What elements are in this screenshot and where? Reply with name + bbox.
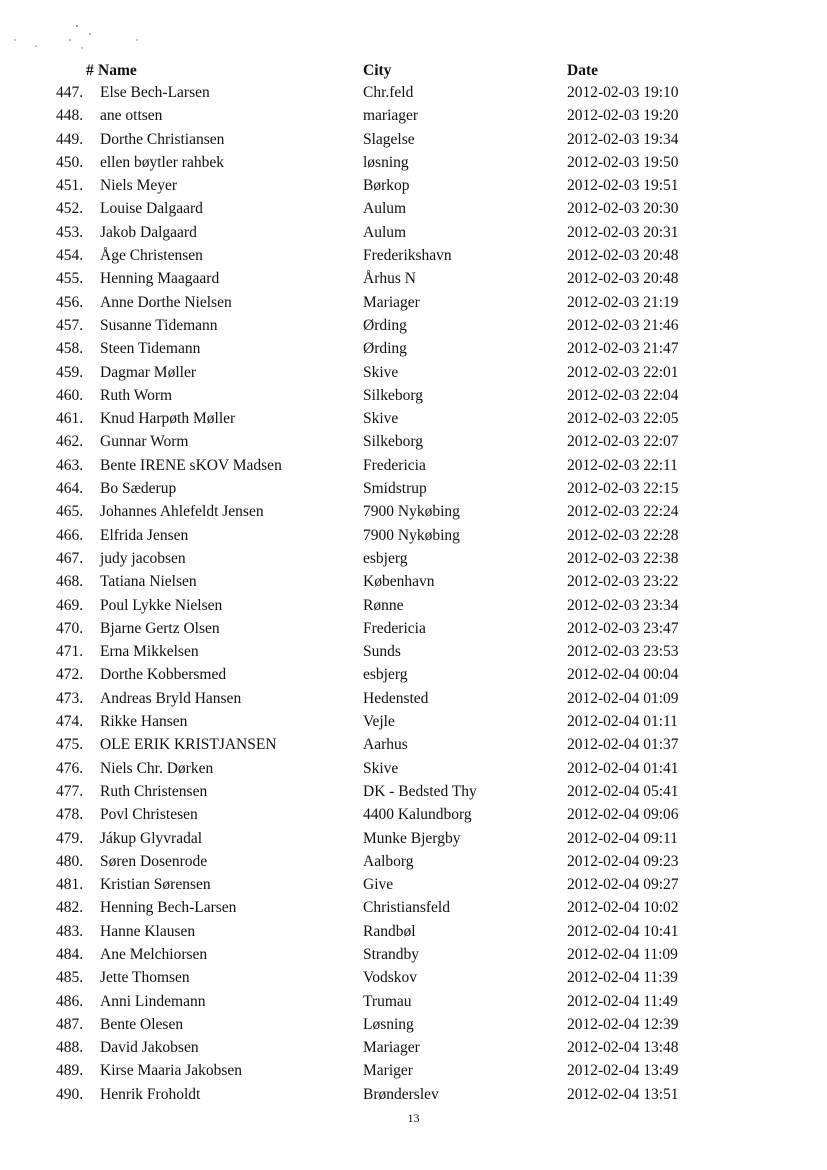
table-row: [0, 154, 827, 177]
row-number: 467.: [56, 549, 84, 567]
row-number: 469.: [56, 596, 84, 614]
row-city: løsning: [363, 153, 409, 171]
row-name: ellen bøytler rahbek: [100, 153, 224, 171]
row-date: 2012-02-03 23:34: [567, 596, 679, 614]
table-row: [0, 387, 827, 410]
table-row: [0, 713, 827, 736]
row-date: 2012-02-03 22:24: [567, 503, 679, 521]
row-name: Henrik Froholdt: [100, 1085, 201, 1103]
row-date: 2012-02-04 01:11: [567, 713, 678, 731]
row-name: Ruth Christensen: [100, 782, 208, 800]
table-row: [0, 946, 827, 969]
row-name: judy jacobsen: [100, 549, 186, 567]
row-date: 2012-02-03 19:20: [567, 107, 679, 125]
row-date: 2012-02-03 20:48: [567, 270, 679, 288]
scan-specks: [0, 0, 160, 60]
row-number: 466.: [56, 526, 84, 544]
row-city: Fredericia: [363, 619, 426, 637]
row-city: Munke Bjergby: [363, 829, 461, 847]
row-date: 2012-02-03 22:15: [567, 480, 679, 498]
row-date: 2012-02-04 01:41: [567, 759, 679, 777]
table-row: [0, 224, 827, 247]
header-date: Date: [567, 62, 598, 79]
row-city: Skive: [363, 410, 399, 428]
row-city: Aulum: [363, 223, 407, 241]
row-date: 2012-02-03 21:19: [567, 293, 679, 311]
row-city: 7900 Nykøbing: [363, 526, 460, 544]
row-date: 2012-02-04 01:09: [567, 689, 679, 707]
row-date: 2012-02-03 19:50: [567, 153, 679, 171]
table-row: [0, 364, 827, 387]
table-row: [0, 433, 827, 456]
row-name: Else Bech-Larsen: [100, 84, 210, 101]
row-number: 450.: [56, 153, 84, 171]
row-number: 484.: [56, 945, 84, 963]
row-name: Ane Melchiorsen: [100, 945, 208, 963]
row-number: 462.: [56, 433, 84, 451]
table-row: [0, 1086, 827, 1109]
row-date: 2012-02-04 12:39: [567, 1015, 679, 1033]
row-name: Poul Lykke Nielsen: [100, 596, 223, 614]
row-name: Dorthe Kobbersmed: [100, 666, 227, 684]
row-number: 477.: [56, 782, 84, 800]
row-city: Brønderslev: [363, 1085, 439, 1103]
row-date: 2012-02-04 13:48: [567, 1039, 679, 1057]
row-city: Aulum: [363, 200, 407, 218]
row-city: Mariger: [363, 1062, 413, 1080]
row-number: 453.: [56, 223, 84, 241]
row-date: 2012-02-04 01:37: [567, 736, 679, 754]
row-date: 2012-02-03 19:34: [567, 130, 679, 148]
row-city: Aalborg: [363, 852, 414, 870]
row-name: Louise Dalgaard: [100, 200, 203, 218]
row-number: 487.: [56, 1015, 84, 1033]
row-city: esbjerg: [363, 666, 408, 684]
row-number: 475.: [56, 736, 84, 754]
row-number: 457.: [56, 316, 84, 334]
row-name: Henning Maagaard: [100, 270, 220, 288]
row-date: 2012-02-04 10:41: [567, 922, 679, 940]
row-date: 2012-02-03 23:53: [567, 643, 679, 661]
row-name: Åge Christensen: [100, 247, 203, 265]
row-city: Rønne: [363, 596, 404, 614]
row-name: Susanne Tidemann: [100, 316, 218, 334]
table-row: [0, 736, 827, 759]
row-city: Vejle: [363, 713, 395, 731]
row-name: Povl Christesen: [100, 806, 198, 824]
row-number: 449.: [56, 130, 84, 148]
table-row: [0, 853, 827, 876]
table-row: [0, 597, 827, 620]
row-name: Anne Dorthe Nielsen: [100, 293, 232, 311]
row-city: Aarhus: [363, 736, 408, 754]
row-number: 485.: [56, 969, 84, 987]
row-number: 472.: [56, 666, 84, 684]
row-number: 464.: [56, 480, 84, 498]
row-city: Hedensted: [363, 689, 429, 707]
row-date: 2012-02-04 13:49: [567, 1062, 679, 1080]
row-name: Steen Tidemann: [100, 340, 201, 358]
table-row: [0, 200, 827, 223]
row-city: Århus N: [363, 270, 416, 288]
table-row: [0, 1016, 827, 1039]
row-city: Mariager: [363, 293, 420, 311]
page-number: 13: [407, 1111, 420, 1125]
row-number: 454.: [56, 247, 84, 265]
table-row: [0, 643, 827, 666]
row-city: Silkeborg: [363, 386, 423, 404]
row-date: 2012-02-03 19:10: [567, 84, 679, 101]
header-name: Name: [98, 62, 137, 79]
row-date: 2012-02-04 09:06: [567, 806, 679, 824]
table-row: [0, 666, 827, 689]
row-number: 476.: [56, 759, 84, 777]
row-date: 2012-02-03 20:31: [567, 223, 679, 241]
table-row: [0, 899, 827, 922]
table-row: [0, 573, 827, 596]
row-city: Vodskov: [363, 969, 417, 987]
row-name: Elfrida Jensen: [100, 526, 189, 544]
row-number: 489.: [56, 1062, 84, 1080]
table-row: [0, 131, 827, 154]
row-name: Niels Chr. Dørken: [100, 759, 214, 777]
row-city: Frederikshavn: [363, 247, 452, 265]
row-name: Niels Meyer: [100, 177, 178, 195]
row-date: 2012-02-03 22:11: [567, 456, 678, 474]
row-number: 480.: [56, 852, 84, 870]
row-number: 479.: [56, 829, 84, 847]
row-number: 458.: [56, 340, 84, 358]
row-date: 2012-02-04 09:11: [567, 829, 678, 847]
row-city: Ørding: [363, 340, 407, 358]
table-row: [0, 1062, 827, 1085]
table-row: [0, 270, 827, 293]
table-row: [0, 340, 827, 363]
row-name: Jette Thomsen: [100, 969, 190, 987]
row-city: Skive: [363, 363, 399, 381]
row-number: 471.: [56, 643, 84, 661]
row-date: 2012-02-04 05:41: [567, 782, 679, 800]
row-number: 470.: [56, 619, 84, 637]
row-name: Knud Harpøth Møller: [100, 410, 236, 428]
row-name: Kirse Maaria Jakobsen: [100, 1062, 243, 1080]
row-date: 2012-02-03 22:04: [567, 386, 679, 404]
signature-list: [0, 84, 827, 1109]
row-number: 456.: [56, 293, 84, 311]
header-hash: #: [86, 62, 94, 79]
table-row: [0, 84, 827, 107]
table-row: [0, 969, 827, 992]
row-name: Dorthe Christiansen: [100, 130, 225, 148]
row-name: Johannes Ahlefeldt Jensen: [100, 503, 264, 521]
row-city: Mariager: [363, 1039, 420, 1057]
row-name: Søren Dosenrode: [100, 852, 208, 870]
row-city: Chr.feld: [363, 84, 414, 101]
row-date: 2012-02-03 22:05: [567, 410, 679, 428]
row-number: 463.: [56, 456, 84, 474]
row-date: 2012-02-04 11:49: [567, 992, 678, 1010]
row-number: 461.: [56, 410, 84, 428]
row-name: Andreas Bryld Hansen: [100, 689, 242, 707]
row-date: 2012-02-03 21:46: [567, 316, 679, 334]
row-date: 2012-02-03 20:30: [567, 200, 679, 218]
row-city: 4400 Kalundborg: [363, 806, 472, 824]
row-number: 488.: [56, 1039, 84, 1057]
row-date: 2012-02-03 22:38: [567, 549, 679, 567]
row-number: 452.: [56, 200, 84, 218]
row-number: 455.: [56, 270, 84, 288]
row-number: 481.: [56, 876, 84, 894]
table-row: [0, 1039, 827, 1062]
row-name: OLE ERIK KRISTJANSEN: [100, 736, 277, 754]
row-date: 2012-02-04 00:04: [567, 666, 679, 684]
row-name: Bente IRENE sKOV Madsen: [100, 456, 282, 474]
table-row: [0, 177, 827, 200]
row-number: 447.: [56, 84, 84, 101]
row-city: Strandby: [363, 945, 419, 963]
table-row: [0, 457, 827, 480]
header-city: City: [363, 62, 392, 79]
row-city: Give: [363, 876, 394, 894]
row-name: Bente Olesen: [100, 1015, 184, 1033]
table-row: [0, 107, 827, 130]
row-number: 478.: [56, 806, 84, 824]
row-name: Henning Bech-Larsen: [100, 899, 237, 917]
table-row: [0, 527, 827, 550]
table-header: [0, 62, 827, 82]
row-city: Fredericia: [363, 456, 426, 474]
table-row: [0, 760, 827, 783]
row-date: 2012-02-03 21:47: [567, 340, 679, 358]
table-row: [0, 247, 827, 270]
table-row: [0, 690, 827, 713]
table-row: [0, 410, 827, 433]
row-city: esbjerg: [363, 549, 408, 567]
row-city: Løsning: [363, 1015, 414, 1033]
row-city: mariager: [363, 107, 419, 125]
row-name: Hanne Klausen: [100, 922, 196, 940]
row-date: 2012-02-04 13:51: [567, 1085, 679, 1103]
row-date: 2012-02-04 10:02: [567, 899, 679, 917]
row-number: 465.: [56, 503, 84, 521]
table-row: [0, 317, 827, 340]
row-date: 2012-02-03 22:07: [567, 433, 679, 451]
row-name: David Jakobsen: [100, 1039, 199, 1057]
table-row: [0, 503, 827, 526]
table-row: [0, 550, 827, 573]
row-name: Dagmar Møller: [100, 363, 196, 381]
table-row: [0, 806, 827, 829]
table-row: [0, 294, 827, 317]
table-row: [0, 876, 827, 899]
row-city: Sunds: [363, 643, 401, 661]
row-city: Smidstrup: [363, 480, 427, 498]
row-name: Erna Mikkelsen: [100, 643, 199, 661]
table-row: [0, 923, 827, 946]
row-name: Bo Sæderup: [100, 480, 177, 498]
row-city: Christiansfeld: [363, 899, 450, 917]
row-number: 482.: [56, 899, 84, 917]
row-name: Anni Lindemann: [100, 992, 206, 1010]
row-date: 2012-02-03 22:01: [567, 363, 679, 381]
row-date: 2012-02-03 23:47: [567, 619, 679, 637]
row-number: 486.: [56, 992, 84, 1010]
row-name: Ruth Worm: [100, 386, 173, 404]
row-name: Rikke Hansen: [100, 713, 188, 731]
row-city: Skive: [363, 759, 399, 777]
table-row: [0, 620, 827, 643]
table-row: [0, 480, 827, 503]
row-date: 2012-02-04 09:23: [567, 852, 679, 870]
row-city: DK - Bedsted Thy: [363, 782, 477, 800]
row-name: Tatiana Nielsen: [100, 573, 197, 591]
row-date: 2012-02-04 11:09: [567, 945, 678, 963]
row-city: Trumau: [363, 992, 412, 1010]
row-date: 2012-02-03 20:48: [567, 247, 679, 265]
row-city: Slagelse: [363, 130, 415, 148]
row-number: 473.: [56, 689, 84, 707]
row-number: 459.: [56, 363, 84, 381]
row-city: Randbøl: [363, 922, 416, 940]
row-date: 2012-02-03 22:28: [567, 526, 679, 544]
row-number: 451.: [56, 177, 84, 195]
row-date: 2012-02-04 11:39: [567, 969, 678, 987]
row-date: 2012-02-03 23:22: [567, 573, 679, 591]
row-number: 448.: [56, 107, 84, 125]
row-number: 474.: [56, 713, 84, 731]
row-number: 490.: [56, 1085, 84, 1103]
row-number: 468.: [56, 573, 84, 591]
row-name: Bjarne Gertz Olsen: [100, 619, 220, 637]
row-number: 483.: [56, 922, 84, 940]
row-name: Gunnar Worm: [100, 433, 189, 451]
row-city: Ørding: [363, 316, 407, 334]
row-city: Silkeborg: [363, 433, 423, 451]
row-city: København: [363, 573, 435, 591]
row-date: 2012-02-03 19:51: [567, 177, 679, 195]
row-name: Jákup Glyvradal: [100, 829, 203, 847]
table-row: [0, 783, 827, 806]
table-row: [0, 830, 827, 853]
row-name: Jakob Dalgaard: [100, 223, 197, 241]
table-row: [0, 993, 827, 1016]
row-name: ane ottsen: [100, 107, 163, 125]
row-city: 7900 Nykøbing: [363, 503, 460, 521]
row-number: 460.: [56, 386, 84, 404]
row-date: 2012-02-04 09:27: [567, 876, 679, 894]
row-city: Børkop: [363, 177, 410, 195]
row-name: Kristian Sørensen: [100, 876, 211, 894]
